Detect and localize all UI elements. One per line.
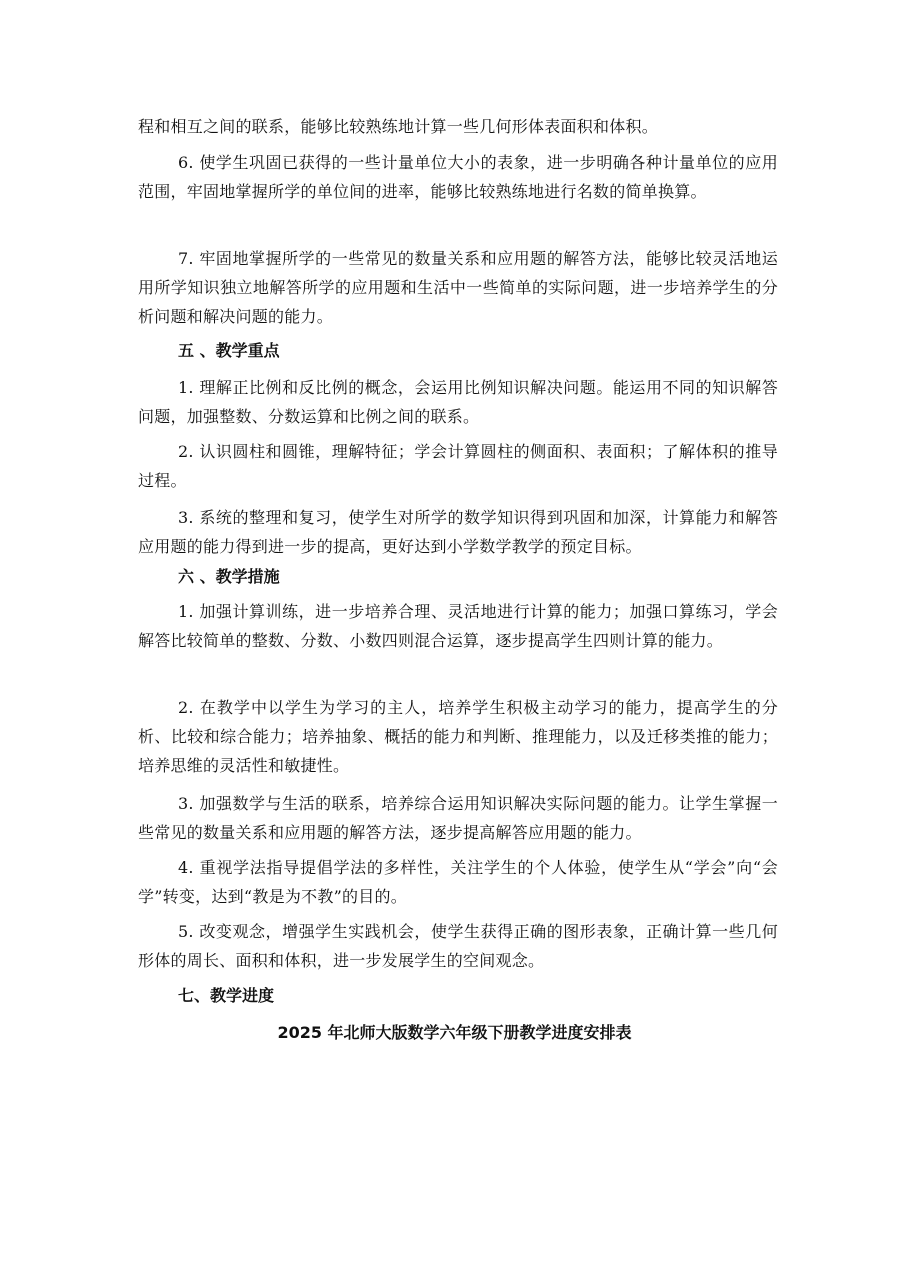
paragraph-goal-7: 7. 牢固地掌握所学的一些常见的数量关系和应用题的解答方法，能够比较灵活地运用所学知识独立地解答所学的应用题和生活中一些简单的实际问题，进一步培养学生的分析问题和解决问题的能力。 [138,249,778,326]
section-heading-schedule: 七、教学进度 [178,986,275,1005]
key-point-item: 2. 认识圆柱和圆锥，理解特征；学会计算圆柱的侧面积、表面积；了解体积的推导过程。 [138,442,778,490]
measure-item: 4. 重视学法指导提倡学法的多样性，关注学生的个人体验，使学生从“学会”向“会学”转变，达到“教是为不教”的目的。 [138,858,778,906]
measure-item: 1. 加强计算训练，进一步培养合理、灵活地进行计算的能力；加强口算练习，学会解答比较简单的整数、分数、小数四则混合运算，逐步提高学生四则计算的能力。 [138,602,778,650]
section-heading-key-points: 五 、教学重点 [178,341,280,360]
paragraph-continued: 程和相互之间的联系，能够比较熟练地计算一些几何形体表面积和体积。 [138,117,659,136]
key-point-item: 1. 理解正比例和反比例的概念，会运用比例知识解决问题。能运用不同的知识解答问题，加强整数、分数运算和比例之间的联系。 [138,378,778,426]
measure-item: 5. 改变观念，增强学生实践机会，使学生获得正确的图形表象，正确计算一些几何形体的周长、面积和体积，进一步发展学生的空间观念。 [138,922,778,970]
measure-item: 3. 加强数学与生活的联系，培养综合运用知识解决实际问题的能力。让学生掌握一些常见的数量关系和应用题的解答方法，逐步提高解答应用题的能力。 [138,794,778,842]
measure-item: 2. 在教学中以学生为学习的主人，培养学生积极主动学习的能力，提高学生的分析、比较和综合能力；培养抽象、概括的能力和判断、推理能力，以及迁移类推的能力；培养思维的灵活性和敏捷性。 [138,698,778,775]
section-heading-measures: 六 、教学措施 [178,567,280,586]
key-point-item: 3. 系统的整理和复习，使学生对所学的数学知识得到巩固和加深，计算能力和解答应用题的能力得到进一步的提高，更好达到小学数学教学的预定目标。 [138,508,778,556]
paragraph-goal-6: 6. 使学生巩固已获得的一些计量单位大小的表象，进一步明确各种计量单位的应用范围，牢固地掌握所学的单位间的进率，能够比较熟练地进行名数的简单换算。 [138,153,778,201]
schedule-table-title: 2025 年北师大版数学六年级下册教学进度安排表 [277,1023,632,1042]
